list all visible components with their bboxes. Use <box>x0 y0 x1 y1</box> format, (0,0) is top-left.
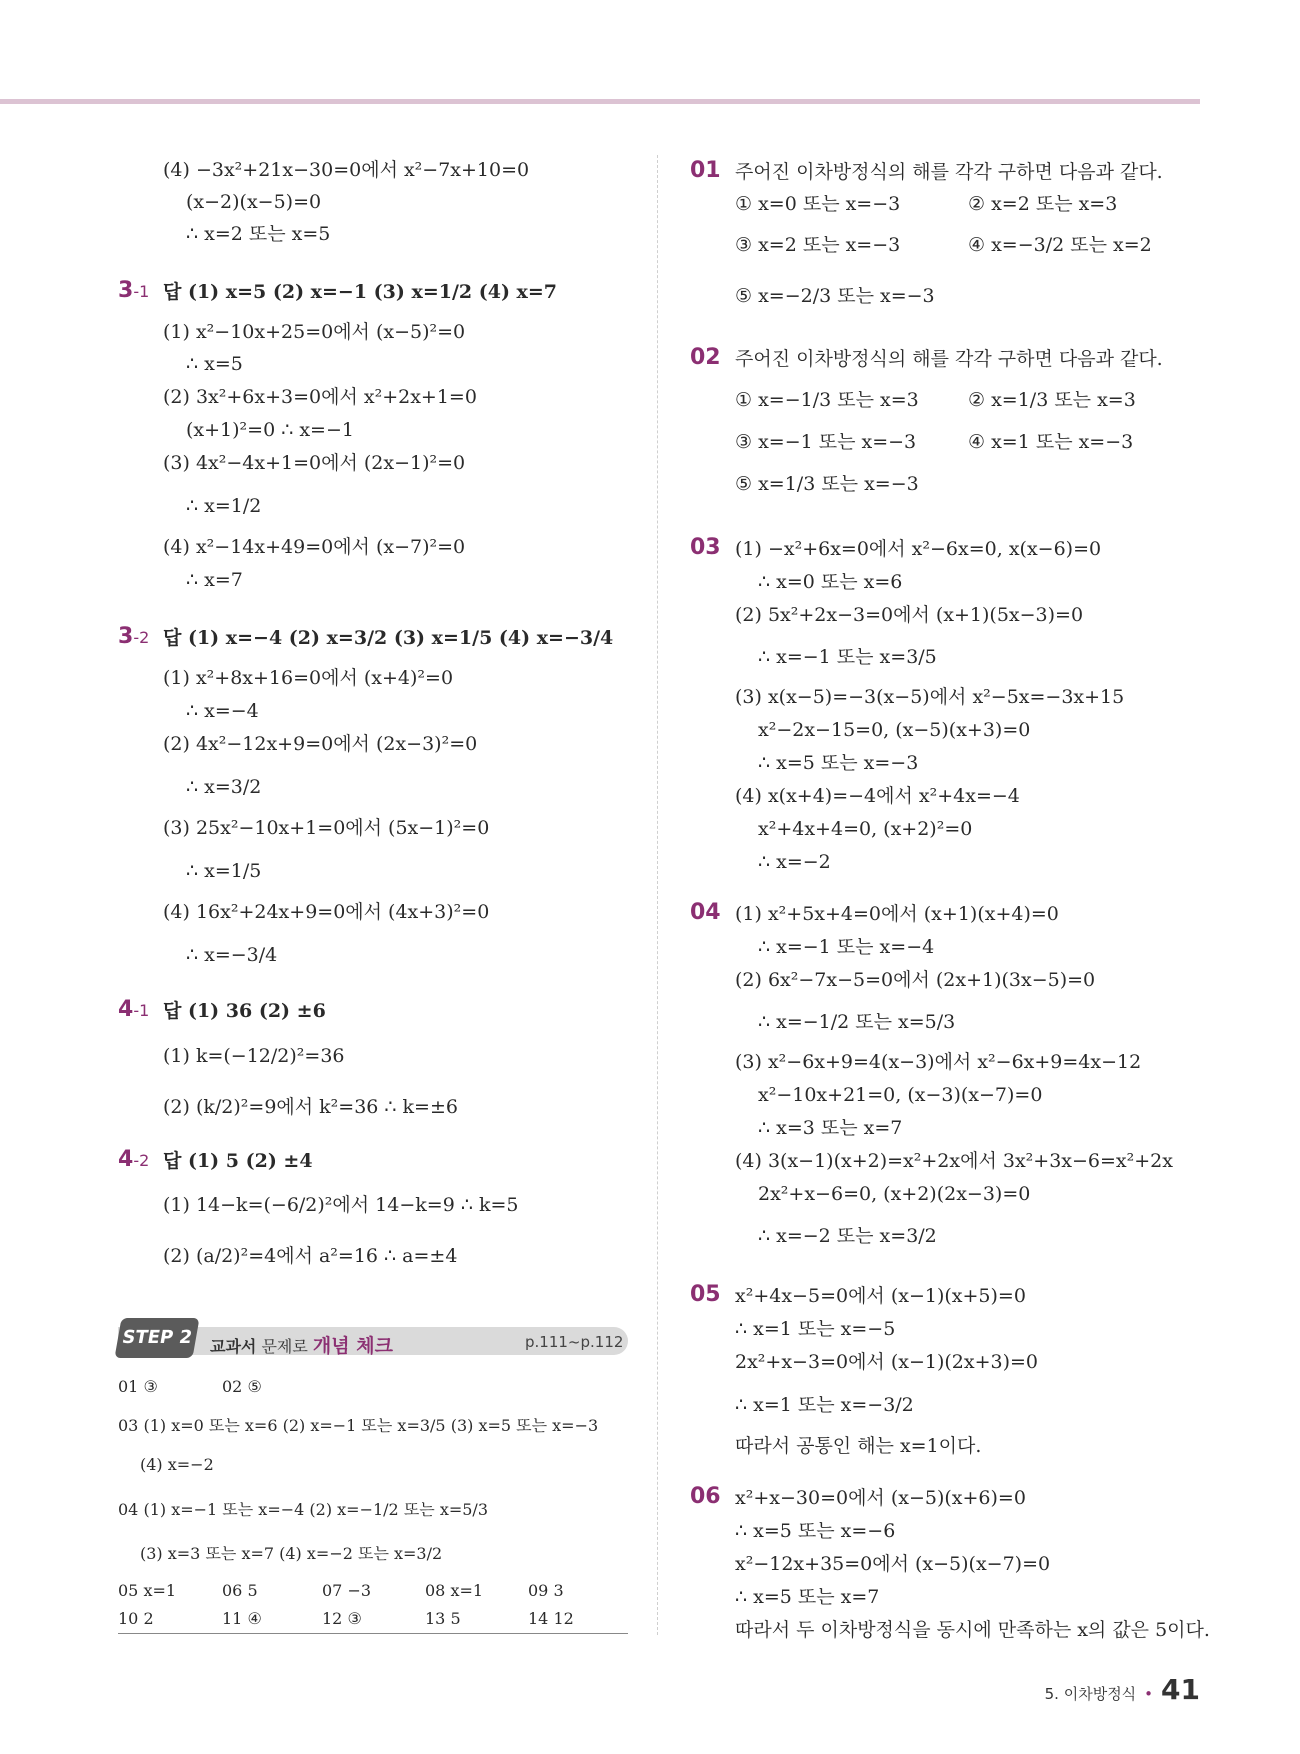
solution-line: x²+x−30=0에서 (x−5)(x+6)=0 <box>735 1487 1026 1509</box>
solution-line: 주어진 이차방정식의 해를 각각 구하면 다음과 같다. <box>735 161 1163 183</box>
solution-line: ∴ x=1/2 <box>186 495 262 517</box>
solution-line: ∴ x=5 <box>186 353 243 375</box>
step2-badge: STEP 2 <box>114 1318 199 1358</box>
problem-number-3-1: 3-1 <box>118 278 150 303</box>
intro-line: ∴ x=2 또는 x=5 <box>186 223 331 245</box>
solution-line: (1) x²−10x+25=0에서 (x−5)²=0 <box>163 321 466 343</box>
solution-line: ∴ x=−1 또는 x=−4 <box>758 936 935 958</box>
solution-line: ∴ x=−4 <box>186 700 259 722</box>
problem-number-06: 06 <box>690 1484 721 1509</box>
solution-line: x²+4x+4=0, (x+2)²=0 <box>758 818 973 840</box>
problem-number-01: 01 <box>690 158 721 183</box>
solution-line: ⑤ x=−2/3 또는 x=−3 <box>735 285 935 307</box>
solution-line: (4) 16x²+24x+9=0에서 (4x+3)²=0 <box>163 901 490 923</box>
solution-line: ④ x=1 또는 x=−3 <box>968 431 1134 453</box>
solution-line: (4) 3(x−1)(x+2)=x²+2x에서 3x²+3x−6=x²+2x <box>735 1150 1173 1172</box>
step2-answer: 01 ③ <box>118 1377 158 1396</box>
solution-line: ∴ x=−1 또는 x=3/5 <box>758 646 937 668</box>
step2-answer: 09 3 <box>528 1581 564 1600</box>
solution-line: x²+4x−5=0에서 (x−1)(x+5)=0 <box>735 1285 1026 1307</box>
solution-line: (x+1)²=0 ∴ x=−1 <box>186 419 354 441</box>
problem-number-03: 03 <box>690 535 721 560</box>
solution-line: (3) x(x−5)=−3(x−5)에서 x²−5x=−3x+15 <box>735 686 1125 708</box>
solution-line: (3) 25x²−10x+1=0에서 (5x−1)²=0 <box>163 817 490 839</box>
solution-line: ② x=1/3 또는 x=3 <box>968 389 1136 411</box>
answer-summary: 답 (1) x=5 (2) x=−1 (3) x=1/2 (4) x=7 <box>163 281 558 303</box>
solution-line: x²−12x+35=0에서 (x−5)(x−7)=0 <box>735 1553 1051 1575</box>
solution-line: ② x=2 또는 x=3 <box>968 193 1118 215</box>
solution-line: 주어진 이차방정식의 해를 각각 구하면 다음과 같다. <box>735 348 1163 370</box>
solution-line: (2) (k/2)²=9에서 k²=36 ∴ k=±6 <box>163 1096 458 1118</box>
problem-number-3-2: 3-2 <box>118 624 150 649</box>
problem-number-05: 05 <box>690 1282 721 1307</box>
page-number: 41 <box>1161 1673 1200 1706</box>
solution-line: (3) x²−6x+9=4(x−3)에서 x²−6x+9=4x−12 <box>735 1051 1142 1073</box>
problem-number-4-1: 4-1 <box>118 997 150 1022</box>
step2-bottom-rule <box>118 1633 628 1634</box>
step2-answer: 08 x=1 <box>425 1581 484 1600</box>
solution-line: ∴ x=1 또는 x=−5 <box>735 1318 896 1340</box>
column-divider <box>657 155 658 1635</box>
page-footer <box>1045 1673 1200 1706</box>
step2-answer: (4) x=−2 <box>140 1455 214 1474</box>
solution-line: ③ x=2 또는 x=−3 <box>735 234 901 256</box>
solution-line: (1) −x²+6x=0에서 x²−6x=0, x(x−6)=0 <box>735 538 1102 560</box>
solution-line: ④ x=−3/2 또는 x=2 <box>968 234 1152 256</box>
step2-page-range: p.111~p.112 <box>525 1333 624 1351</box>
problem-number-04: 04 <box>690 900 721 925</box>
solution-line: ∴ x=−2 <box>758 851 831 873</box>
step2-answer: 12 ③ <box>322 1609 362 1628</box>
solution-line: ∴ x=5 또는 x=−6 <box>735 1520 896 1542</box>
solution-line: 2x²+x−6=0, (x+2)(2x−3)=0 <box>758 1183 1031 1205</box>
solution-line: 2x²+x−3=0에서 (x−1)(2x+3)=0 <box>735 1351 1039 1373</box>
solution-line: ∴ x=−3/4 <box>186 944 278 966</box>
solution-line: (2) (a/2)²=4에서 a²=16 ∴ a=±4 <box>163 1245 458 1267</box>
bullet-icon: • <box>1144 1685 1154 1703</box>
solution-line: ③ x=−1 또는 x=−3 <box>735 431 917 453</box>
step2-answer: 11 ④ <box>222 1609 262 1628</box>
solution-line: ⑤ x=1/3 또는 x=−3 <box>735 473 919 495</box>
step2-answer: 10 2 <box>118 1609 154 1628</box>
answer-summary: 답 (1) 36 (2) ±6 <box>163 1000 326 1022</box>
top-accent-bar <box>0 99 1200 104</box>
solution-line: (1) x²+5x+4=0에서 (x+1)(x+4)=0 <box>735 903 1059 925</box>
solution-line: (1) 14−k=(−6/2)²에서 14−k=9 ∴ k=5 <box>163 1194 519 1216</box>
step2-answer: 04 (1) x=−1 또는 x=−4 (2) x=−1/2 또는 x=5/3 <box>118 1500 488 1519</box>
step2-answer: 06 5 <box>222 1581 258 1600</box>
solution-line: ∴ x=1/5 <box>186 860 262 882</box>
solution-line: ∴ x=5 또는 x=7 <box>735 1586 880 1608</box>
answer-summary: 답 (1) x=−4 (2) x=3/2 (3) x=1/5 (4) x=−3/4 <box>163 627 614 649</box>
intro-line: (x−2)(x−5)=0 <box>186 191 322 213</box>
solution-line: ∴ x=−2 또는 x=3/2 <box>758 1225 937 1247</box>
solution-line: 따라서 공통인 해는 x=1이다. <box>735 1435 982 1457</box>
step2-answer: 02 ⑤ <box>222 1377 262 1396</box>
solution-line: (2) 3x²+6x+3=0에서 x²+2x+1=0 <box>163 386 477 408</box>
solution-line: x²−10x+21=0, (x−3)(x−7)=0 <box>758 1084 1043 1106</box>
solution-line: ∴ x=0 또는 x=6 <box>758 571 903 593</box>
solution-line: ∴ x=5 또는 x=−3 <box>758 752 919 774</box>
solution-line: (1) k=(−12/2)²=36 <box>163 1045 345 1067</box>
step2-answer: 03 (1) x=0 또는 x=6 (2) x=−1 또는 x=3/5 (3) x=5 또는 x=−3 <box>118 1416 599 1435</box>
solution-line: (4) x²−14x+49=0에서 (x−7)²=0 <box>163 536 466 558</box>
step2-answer: 05 x=1 <box>118 1581 177 1600</box>
solution-line: ∴ x=7 <box>186 569 243 591</box>
solution-line: (2) 4x²−12x+9=0에서 (2x−3)²=0 <box>163 733 478 755</box>
solution-line: ∴ x=3/2 <box>186 776 262 798</box>
solution-line: (4) x(x+4)=−4에서 x²+4x=−4 <box>735 785 1020 807</box>
chapter-label: 5. 이차방정식 <box>1044 1685 1137 1703</box>
solution-line: ① x=0 또는 x=−3 <box>735 193 901 215</box>
solution-line: 따라서 두 이차방정식을 동시에 만족하는 x의 값은 5이다. <box>735 1619 1210 1641</box>
solution-line: ∴ x=1 또는 x=−3/2 <box>735 1394 914 1416</box>
solution-line: (2) 5x²+2x−3=0에서 (x+1)(5x−3)=0 <box>735 604 1084 626</box>
solution-line: (3) 4x²−4x+1=0에서 (2x−1)²=0 <box>163 452 466 474</box>
step2-answer: 13 5 <box>425 1609 461 1628</box>
step2-title: 교과서 문제로 개념 체크 <box>210 1335 393 1357</box>
step2-answer: (3) x=3 또는 x=7 (4) x=−2 또는 x=3/2 <box>140 1544 443 1563</box>
problem-number-4-2: 4-2 <box>118 1147 150 1172</box>
solution-line: (2) 6x²−7x−5=0에서 (2x+1)(3x−5)=0 <box>735 969 1096 991</box>
step2-answer: 14 12 <box>528 1609 574 1628</box>
answer-summary: 답 (1) 5 (2) ±4 <box>163 1150 313 1172</box>
intro-line: (4) −3x²+21x−30=0에서 x²−7x+10=0 <box>163 159 530 181</box>
solution-line: ① x=−1/3 또는 x=3 <box>735 389 919 411</box>
problem-number-02: 02 <box>690 345 721 370</box>
solution-line: ∴ x=−1/2 또는 x=5/3 <box>758 1011 956 1033</box>
step2-answer: 07 −3 <box>322 1581 372 1600</box>
solution-line: (1) x²+8x+16=0에서 (x+4)²=0 <box>163 667 454 689</box>
solution-line: ∴ x=3 또는 x=7 <box>758 1117 903 1139</box>
solution-line: x²−2x−15=0, (x−5)(x+3)=0 <box>758 719 1031 741</box>
